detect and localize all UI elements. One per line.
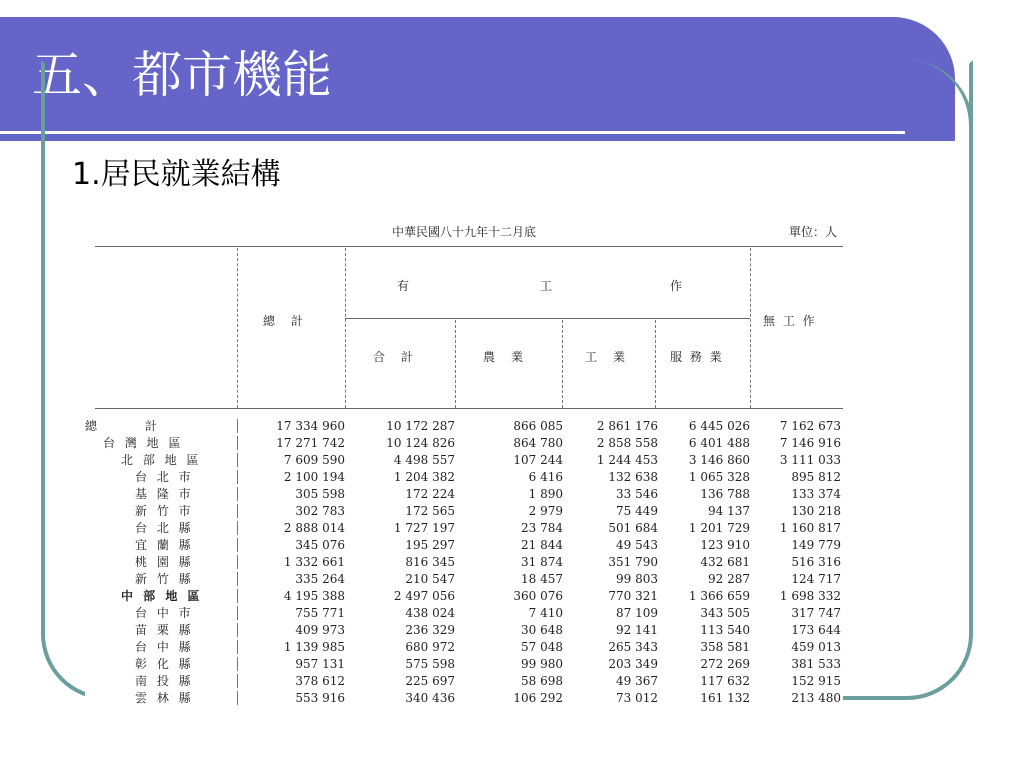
- table-cell: 575 598: [405, 657, 455, 671]
- row-label: 宜 蘭 縣: [135, 538, 194, 552]
- table-cell: 117 632: [700, 674, 750, 688]
- table-cell: 99 803: [616, 572, 658, 586]
- row-label: 中 部 地 區: [121, 589, 203, 603]
- table-cell: 459 013: [791, 640, 841, 654]
- table-cell: 864 780: [513, 436, 563, 450]
- table-cell: 203 349: [608, 657, 658, 671]
- table-cell: 381 533: [791, 657, 841, 671]
- table-cell: 75 449: [616, 504, 658, 518]
- header-employed-2: 工: [540, 279, 555, 293]
- table-cell: 149 779: [791, 538, 841, 552]
- table-cell: 31 874: [521, 555, 563, 569]
- table-cell: 265 343: [608, 640, 658, 654]
- table-cell: 33 546: [616, 487, 658, 501]
- table-cell: 2 888 014: [283, 521, 345, 535]
- table-cell: 351 790: [608, 555, 658, 569]
- row-label: 台 北 縣: [135, 521, 194, 535]
- row-label: 北 部 地 區: [121, 453, 202, 467]
- table-cell: 173 644: [791, 623, 841, 637]
- table-row: [85, 452, 843, 468]
- table-cell: 1 244 453: [596, 453, 658, 467]
- table-cell: 87 109: [616, 606, 658, 620]
- row-divider: [237, 470, 238, 484]
- table-cell: 1 139 985: [283, 640, 345, 654]
- table-cell: 2 858 558: [596, 436, 658, 450]
- row-divider: [237, 657, 238, 671]
- table-row: [85, 520, 843, 536]
- row-divider: [237, 538, 238, 552]
- table-cell: 3 146 860: [688, 453, 750, 467]
- table-cell: 378 612: [295, 674, 345, 688]
- row-divider: [237, 691, 238, 705]
- table-cell: 7 146 916: [779, 436, 841, 450]
- table-row: [85, 639, 843, 655]
- table-cell: 305 598: [295, 487, 345, 501]
- table-cell: 10 172 287: [386, 419, 455, 433]
- table-cell: 343 505: [700, 606, 750, 620]
- row-label: 彰 化 縣: [135, 657, 194, 671]
- table-cell: 272 269: [700, 657, 750, 671]
- table-row: [85, 605, 843, 621]
- table-cell: 236 329: [405, 623, 455, 637]
- table-cell: 94 137: [708, 504, 750, 518]
- table-cell: 340 436: [405, 691, 455, 705]
- table-cell: 124 717: [791, 572, 841, 586]
- table-row: [85, 418, 843, 434]
- table-cell: 17 334 960: [276, 419, 345, 433]
- table-cell: 317 747: [791, 606, 841, 620]
- col-divider: [750, 248, 751, 408]
- table-top-rule: [95, 246, 843, 247]
- header-employed-1: 有: [397, 279, 412, 293]
- row-label: 苗 栗 縣: [135, 623, 194, 637]
- table-cell: 213 480: [791, 691, 841, 705]
- table-cell: 2 861 176: [596, 419, 658, 433]
- table-cell: 10 124 826: [386, 436, 455, 450]
- table-cell: 553 916: [295, 691, 345, 705]
- row-divider: [237, 606, 238, 620]
- table-cell: 409 973: [295, 623, 345, 637]
- table-caption: 中華民國八十九年十二月底: [391, 225, 536, 239]
- table-cell: 1 698 332: [779, 589, 841, 603]
- table-cell: 106 292: [513, 691, 563, 705]
- table-cell: 49 543: [616, 538, 658, 552]
- row-divider: [237, 487, 238, 501]
- table-row: [85, 503, 843, 519]
- row-label: 總 計: [85, 419, 161, 433]
- table-unit: 單位：人: [788, 225, 837, 239]
- row-divider: [237, 504, 238, 518]
- table-cell: 302 783: [295, 504, 345, 518]
- table-cell: 17 271 742: [276, 436, 345, 450]
- header-service: 服 務 業: [670, 350, 724, 364]
- table-cell: 172 565: [405, 504, 455, 518]
- table-cell: 4 498 557: [393, 453, 455, 467]
- table-cell: 957 131: [295, 657, 345, 671]
- table-cell: 130 218: [791, 504, 841, 518]
- table-row: [85, 537, 843, 553]
- table-cell: 99 980: [521, 657, 563, 671]
- table-cell: 438 024: [405, 606, 455, 620]
- table-cell: 816 345: [405, 555, 455, 569]
- row-divider: [237, 419, 238, 433]
- table-row: [85, 673, 843, 689]
- table-cell: 432 681: [700, 555, 750, 569]
- table-cell: 57 048: [521, 640, 563, 654]
- header-unemployed: 無 工 作: [763, 314, 817, 328]
- table-cell: 225 697: [405, 674, 455, 688]
- row-divider: [237, 640, 238, 654]
- row-label: 新 竹 縣: [135, 572, 194, 586]
- table-cell: 133 374: [791, 487, 841, 501]
- table-cell: 172 224: [405, 487, 455, 501]
- table-cell: 895 812: [791, 470, 841, 484]
- table-cell: 358 581: [700, 640, 750, 654]
- table-cell: 2 100 194: [283, 470, 345, 484]
- table-cell: 92 141: [616, 623, 658, 637]
- table-cell: 680 972: [405, 640, 455, 654]
- table-row: [85, 486, 843, 502]
- table-cell: 335 264: [295, 572, 345, 586]
- table-cell: 360 076: [513, 589, 563, 603]
- header-subtotal: 合 計: [373, 350, 416, 364]
- table-cell: 6 445 026: [688, 419, 750, 433]
- header-agriculture: 農 業: [483, 350, 526, 364]
- row-label: 雲 林 縣: [135, 691, 194, 705]
- table-cell: 7 162 673: [779, 419, 841, 433]
- employment-table: [85, 215, 843, 720]
- employed-subrule: [345, 318, 750, 319]
- table-cell: 866 085: [513, 419, 563, 433]
- table-cell: 49 367: [616, 674, 658, 688]
- col-divider: [562, 320, 563, 408]
- row-divider: [237, 572, 238, 586]
- row-label: 基 隆 市: [135, 487, 194, 501]
- col-divider: [455, 320, 456, 408]
- table-cell: 30 648: [521, 623, 563, 637]
- table-cell: 1 160 817: [779, 521, 841, 535]
- slide-subtitle: 1.居民就業結構: [72, 157, 281, 192]
- table-cell: 6 416: [528, 470, 563, 484]
- table-cell: 1 332 661: [283, 555, 345, 569]
- table-cell: 161 132: [700, 691, 750, 705]
- row-label: 南 投 縣: [135, 674, 194, 688]
- row-label: 台 中 市: [135, 606, 194, 620]
- header-employed-3: 作: [670, 279, 685, 293]
- table-cell: 210 547: [405, 572, 455, 586]
- col-divider: [345, 248, 346, 408]
- table-row: [85, 690, 843, 706]
- table-cell: 501 684: [608, 521, 658, 535]
- table-cell: 1 201 729: [688, 521, 750, 535]
- row-divider: [237, 453, 238, 467]
- row-divider: [237, 674, 238, 688]
- table-cell: 136 788: [700, 487, 750, 501]
- row-divider: [237, 436, 238, 450]
- table-cell: 345 076: [295, 538, 345, 552]
- table-cell: 73 012: [616, 691, 658, 705]
- header-bottom-rule: [95, 408, 843, 409]
- table-cell: 1 890: [528, 487, 563, 501]
- table-row: [85, 554, 843, 570]
- table-cell: 6 401 488: [688, 436, 750, 450]
- row-divider: [237, 623, 238, 637]
- col-divider: [237, 248, 238, 408]
- row-divider: [237, 521, 238, 535]
- col-divider: [655, 320, 656, 408]
- table-row: [85, 656, 843, 672]
- table-row: [85, 622, 843, 638]
- table-cell: 1 727 197: [393, 521, 455, 535]
- slide-title: 五、都市機能: [32, 46, 332, 104]
- table-row: [85, 571, 843, 587]
- table-cell: 3 111 033: [779, 453, 841, 467]
- header-industry: 工 業: [585, 350, 628, 364]
- table-cell: 92 287: [708, 572, 750, 586]
- table-row: [85, 588, 843, 604]
- row-label: 台 中 縣: [135, 640, 194, 654]
- table-cell: 123 910: [700, 538, 750, 552]
- row-label: 桃 園 縣: [135, 555, 194, 569]
- table-row: [85, 469, 843, 485]
- table-cell: 58 698: [521, 674, 563, 688]
- row-divider: [237, 555, 238, 569]
- table-cell: 152 915: [791, 674, 841, 688]
- table-cell: 516 316: [791, 555, 841, 569]
- table-cell: 7 609 590: [283, 453, 345, 467]
- table-cell: 18 457: [521, 572, 563, 586]
- table-cell: 1 366 659: [688, 589, 750, 603]
- row-label: 台 北 市: [135, 470, 194, 484]
- table-cell: 195 297: [405, 538, 455, 552]
- row-label: 台 灣 地 區: [103, 436, 184, 450]
- table-cell: 21 844: [521, 538, 563, 552]
- table-cell: 1 065 328: [688, 470, 750, 484]
- table-cell: 7 410: [528, 606, 563, 620]
- table-cell: 4 195 388: [283, 589, 345, 603]
- table-cell: 132 638: [608, 470, 658, 484]
- table-cell: 2 497 056: [393, 589, 455, 603]
- table-cell: 23 784: [521, 521, 563, 535]
- row-label: 新 竹 市: [135, 504, 194, 518]
- table-cell: 755 771: [295, 606, 345, 620]
- row-divider: [237, 589, 238, 603]
- table-cell: 770 321: [608, 589, 658, 603]
- table-row: [85, 435, 843, 451]
- table-cell: 1 204 382: [393, 470, 455, 484]
- header-total: 總 計: [263, 314, 306, 328]
- table-cell: 107 244: [513, 453, 563, 467]
- table-cell: 2 979: [528, 504, 563, 518]
- table-cell: 113 540: [700, 623, 750, 637]
